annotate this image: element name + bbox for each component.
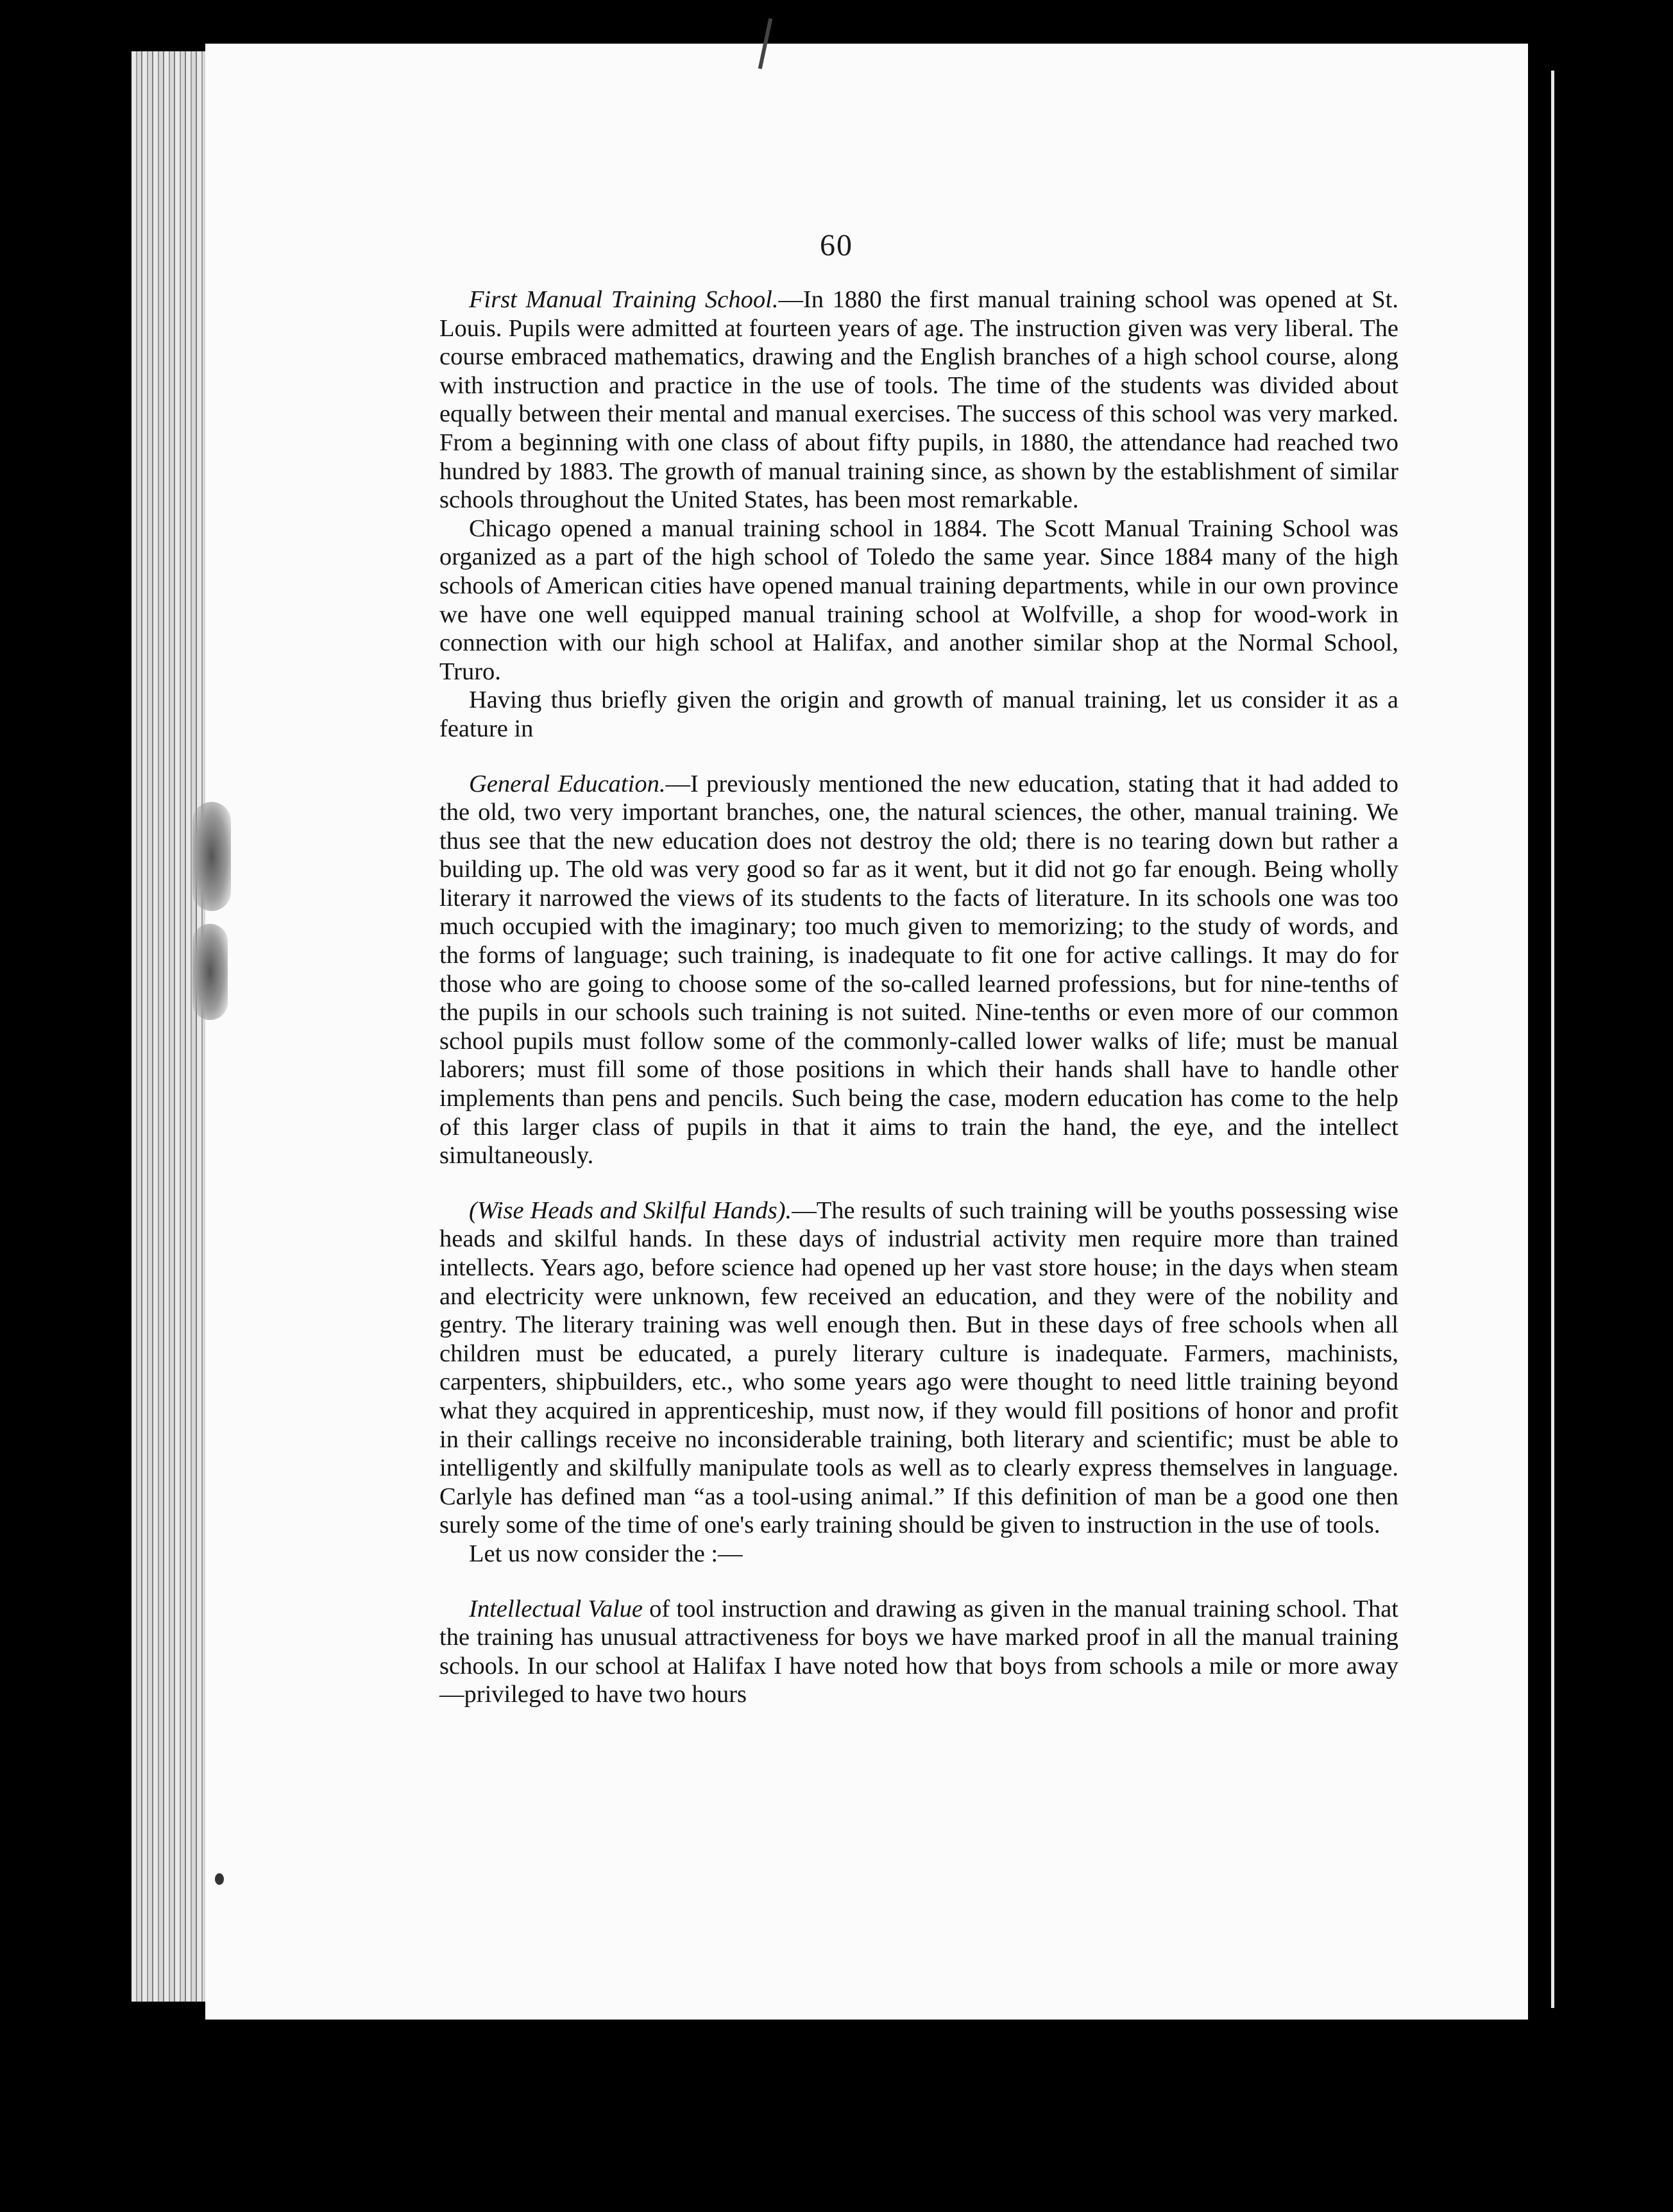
paragraph-having-thus xyxy=(439,686,1398,743)
bleed-through-mark xyxy=(192,802,231,911)
paragraph-text: —I previously mentioned the new education, stating that it had added to the old, two very important branches, one, the natural sciences, the other, manual training. We thus see that the new education does not destroy the old; there is no tearing down but rather a building up. The old was very good so far as it went, but it did not go far enough. Being wholly literary it narrowed the views of its students to the facts of literature. In its schools one was too much occupied with the imaginary; too much given to memorizing; to the study of words, and the forms of language; such training, is inadequate to fit one for active callings. It may do for those who are going to choose some of the so-called learned professions, but for nine-tenths of the pupils in our schools such training is not suited. Nine-tenths or even more of our common school pupils must follow some of the commonly-called lower walks of life; must be manual laborers; must fill some of those positions in which their hands shall have to handle other implements than pens and pencils. Such being the case, modern education has come to the help of this larger class of pupils in that it aims to train the hand, the eye, and the intellect simultaneously. xyxy=(439,770,1398,1170)
paragraph-text: Having thus briefly given the origin and growth of manual training, let us consider it as a feature in xyxy=(439,686,1398,742)
paragraph-text: —In 1880 the first manual training school was opened at St. Louis. Pupils were admitted at fourteen years of age. The instruction given was very liberal. The course embraced mathematics, drawing and the English branches of a high school course, along with instruction and practice in the use of tools. The time of the students was divided about equally between their mental and manual exercises. The success of this school was very marked. From a beginning with one class of about fifty pupils, in 1880, the attendance had reached two hundred by 1883. The growth of manual training since, as shown by the establishment of similar schools throughout the United States, has been most remarkable. xyxy=(439,286,1398,514)
paragraph-intellectual-value xyxy=(439,1595,1398,1709)
section-heading: Intellectual Value xyxy=(469,1595,643,1622)
gutter-edge xyxy=(1551,71,1554,2008)
paragraph-text: Chicago opened a manual training school in 1884. The Scott Manual Training School was organized as a part of the high school of Toledo the same year. Since 1884 many of the high schools of American cities have opened manual training departments, while in our own province we have one well equipped manual training school at Wolfville, a shop for wood-work in connection with our high school at Halifax, and another similar shop at the Normal School, Truro. xyxy=(439,515,1398,685)
bleed-through-mark xyxy=(192,924,228,1020)
body-text xyxy=(439,285,1398,1709)
paragraph-let-us-consider xyxy=(439,1540,1398,1569)
section-heading: (Wise Heads and Skilful Hands). xyxy=(469,1196,792,1224)
paragraph-text: Let us now consider the :— xyxy=(469,1540,743,1567)
paragraph-general-education xyxy=(439,770,1398,1170)
page-edges xyxy=(132,51,215,2002)
page-number: 60 xyxy=(820,228,853,262)
section-heading: First Manual Training School. xyxy=(469,286,779,313)
section-heading: General Education. xyxy=(469,770,666,797)
paragraph-text: —The results of such training will be youths possessing wise heads and skilful hands. In these days of industrial activity men require more than trained intellects. Years ago, before science had opened up her vast store house; in the days when steam and electricity were unknown, few received an education, and they were of the nobility and gentry. The literary training was well enough then. But in these days of free schools when all children must be educated, a purely literary culture is inadequate. Farmers, machinists, carpenters, shipbuilders, etc., who some years ago were thought to need little training beyond what they acquired in apprenticeship, must now, if they would fill positions of honor and profit in their callings receive no inconsiderable training, both literary and scientific; must be able to intelligently and skilfully manipulate tools as well as to clearly express themselves in language. Carlyle has defined man “as a tool-using animal.” If this definition of man be a good one then surely some of the time of one's early training should be given to instruction in the use of tools. xyxy=(439,1196,1399,1539)
paragraph-first-manual-training-school xyxy=(439,285,1398,515)
paragraph-text: of tool instruction and drawing as given in the manual training school. That the training has unusual attractiveness for boys we have marked proof in all the manual training schools. In our school at Halifax I have noted how that boys from schools a mile or more away—privileged to have two hours xyxy=(439,1595,1399,1708)
ink-dot xyxy=(215,1873,224,1885)
paragraph-chicago xyxy=(439,515,1398,686)
paragraph-wise-heads xyxy=(439,1196,1398,1540)
